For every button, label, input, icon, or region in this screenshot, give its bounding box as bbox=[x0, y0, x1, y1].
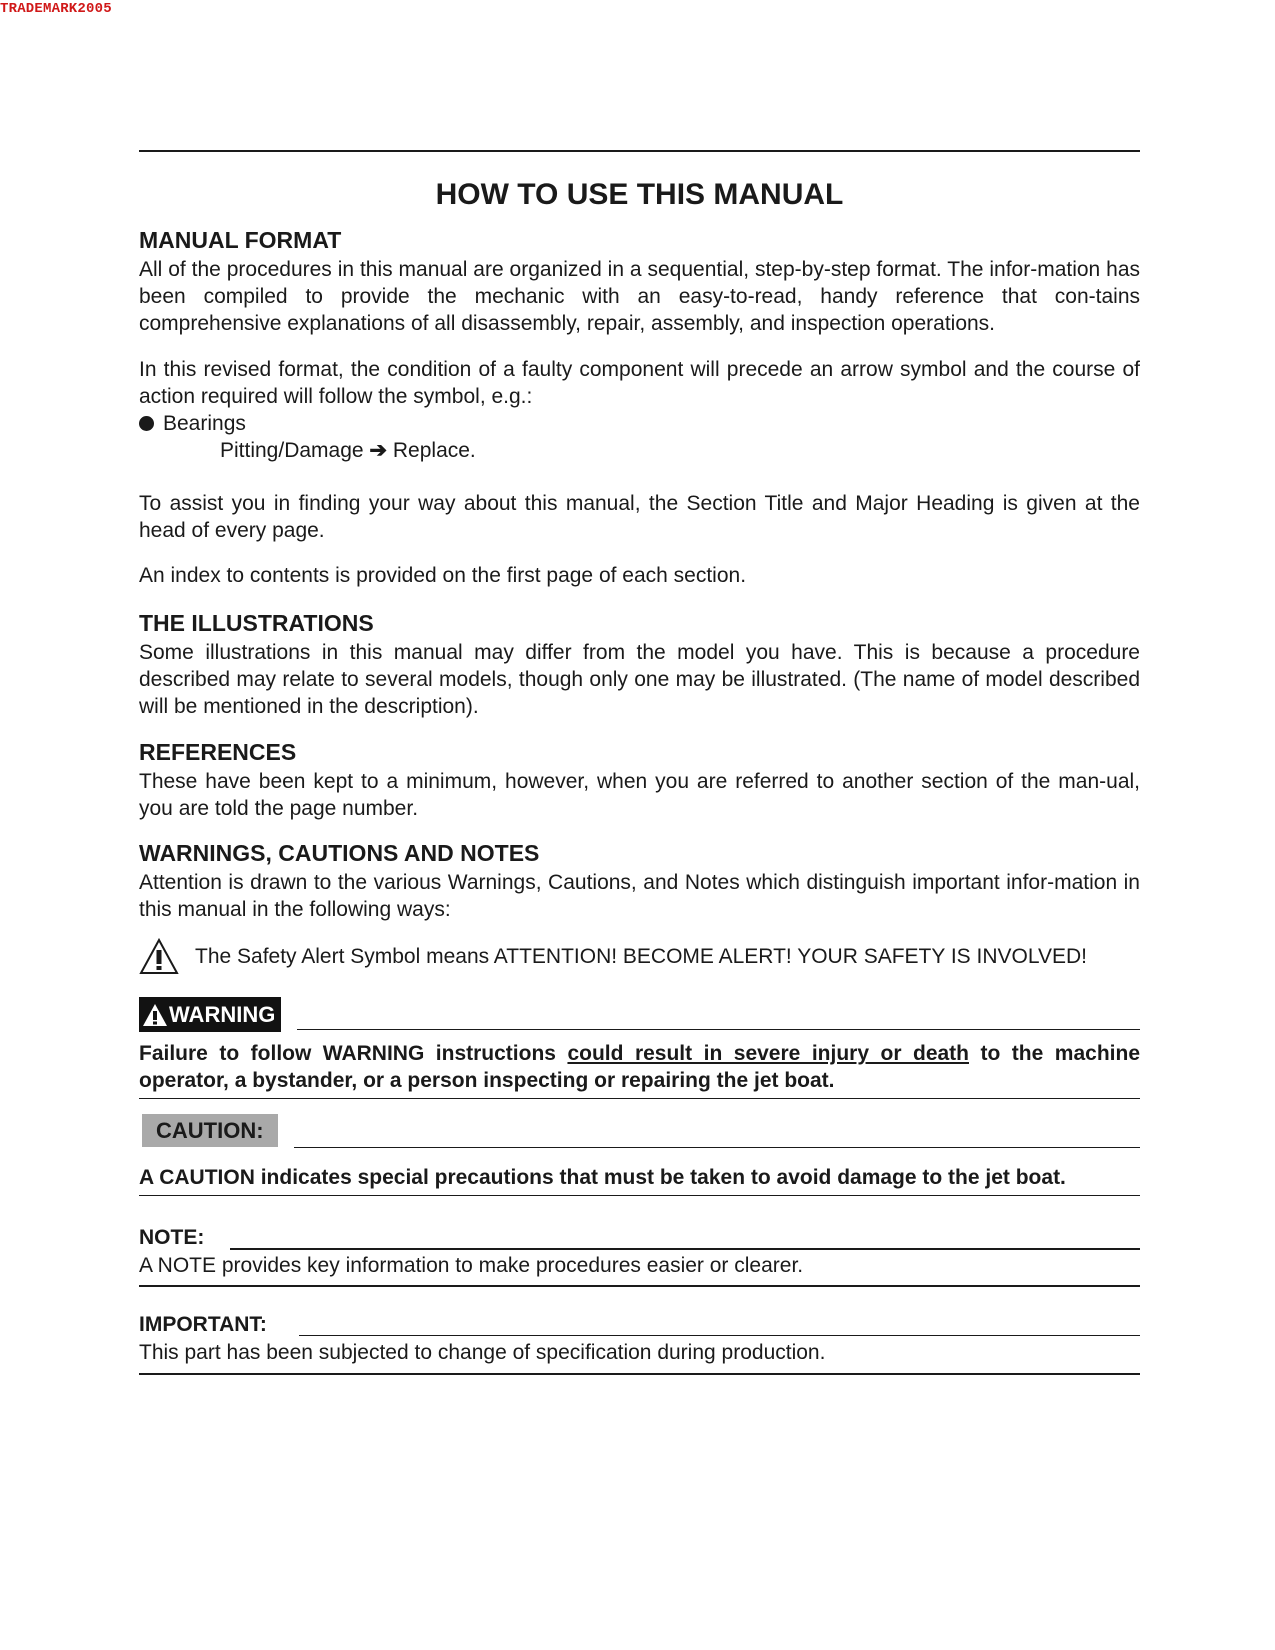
safety-alert-text: The Safety Alert Symbol means ATTENTION! BECOME ALERT! YOUR SAFETY IS INVOLVED! bbox=[195, 945, 1087, 968]
illustrations-heading: THE ILLUSTRATIONS bbox=[139, 610, 374, 636]
note-label: NOTE: bbox=[139, 1226, 205, 1249]
references-paragraph: These have been kept to a minimum, however, when you are referred to another section of the man-ual, you are told the page number. bbox=[139, 770, 1140, 820]
note-text: A NOTE provides key information to make procedures easier or clearer. bbox=[139, 1254, 804, 1277]
warning-triangle-icon bbox=[142, 1003, 168, 1027]
warning-footer-rule bbox=[139, 1098, 1140, 1099]
warning-text bbox=[139, 1040, 1140, 1094]
caution-footer-rule bbox=[139, 1195, 1140, 1196]
bullet-dot-icon bbox=[139, 416, 154, 431]
example-line bbox=[220, 437, 476, 464]
right-arrow-icon: ➔ bbox=[369, 439, 388, 462]
watermark: TRADEMARK2005 bbox=[0, 1, 112, 17]
warning-header-rule bbox=[297, 1029, 1140, 1030]
example-action: Replace. bbox=[392, 439, 476, 462]
warning-label bbox=[139, 997, 281, 1032]
important-footer-rule bbox=[139, 1373, 1140, 1375]
warning-text-emphasis: could result in severe injury or death bbox=[567, 1042, 969, 1065]
bullet-label: Bearings bbox=[163, 412, 246, 435]
references-heading: REFERENCES bbox=[139, 739, 297, 765]
manual-format-paragraph-4: An index to contents is provided on the first page of each section. bbox=[139, 564, 747, 587]
note-header-rule bbox=[230, 1248, 1140, 1250]
caution-text: A CAUTION indicates special precautions that must be taken to avoid damage to the jet boat. bbox=[139, 1166, 1066, 1189]
important-text: This part has been subjected to change of specification during production. bbox=[139, 1341, 826, 1364]
example-condition: Pitting/Damage bbox=[220, 439, 364, 462]
page-title: HOW TO USE THIS MANUAL bbox=[435, 178, 844, 211]
warning-text-part-1: Failure to follow WARNING instructions bbox=[139, 1042, 568, 1065]
caution-label: CAUTION: bbox=[142, 1114, 278, 1147]
manual-format-paragraph-3: To assist you in finding your way about this manual, the Section Title and Major Heading is given at the head of every page. bbox=[139, 492, 1140, 542]
warnings-heading: WARNINGS, CAUTIONS AND NOTES bbox=[139, 840, 540, 866]
caution-header-rule bbox=[294, 1147, 1140, 1148]
note-footer-rule bbox=[139, 1285, 1140, 1287]
safety-alert-icon bbox=[139, 938, 179, 976]
safety-alert-row bbox=[139, 938, 1140, 978]
manual-format-paragraph-2: In this revised format, the condition of a faulty component will precede an arrow symbol and the course of action required will follow the symbol, e.g.: bbox=[139, 358, 1140, 408]
manual-format-paragraph-1: All of the procedures in this manual are organized in a sequential, step-by-step format. The infor-mation has been compiled to provide the mechanic with an easy-to-read, handy reference that con-tains comprehensive explanations of all disassembly, repair, assembly, and inspection operations. bbox=[139, 258, 1140, 335]
example-bullet bbox=[139, 410, 246, 437]
warnings-paragraph: Attention is drawn to the various Warnings, Cautions, and Notes which distinguish important infor-mation in this manual in the following ways: bbox=[139, 871, 1140, 921]
warning-text-part-2: to the machine operator, a bystander, or a person inspecting or repairing the jet boat. bbox=[139, 1042, 1140, 1092]
illustrations-paragraph: Some illustrations in this manual may differ from the model you have. This is because a procedure described may relate to several models, though only one may be illustrated. (The name of model described will be mentioned in the description). bbox=[139, 641, 1140, 718]
manual-format-heading: MANUAL FORMAT bbox=[139, 227, 342, 253]
important-label: IMPORTANT: bbox=[139, 1313, 267, 1336]
important-header-rule bbox=[299, 1335, 1140, 1336]
header-rule bbox=[139, 150, 1140, 152]
warning-label-text: WARNING bbox=[169, 1001, 276, 1027]
